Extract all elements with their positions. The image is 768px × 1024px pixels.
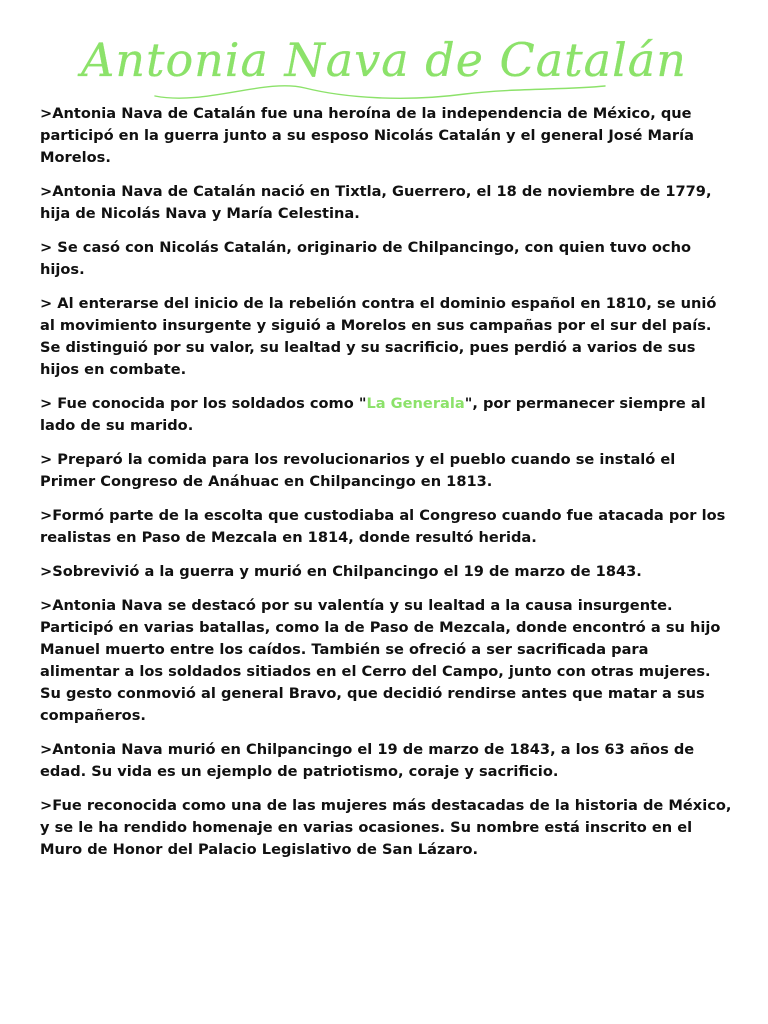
la-generala-highlight: La Generala [366, 395, 465, 412]
paragraph-9: >Antonia Nava se destacó por su valentía y su lealtad a la causa insurgente. Participó en varias batallas, como la de Paso de Mezcala, donde encontró a su hijo Manuel muerto entre los caídos. También se ofreció a ser sacrificada para alimentar a los soldados sitiados en el Cerro del Campo, junto con otras mujeres. Su gesto conmovió al general Bravo, que decidió rendirse antes que matar a sus compañeros. [40, 597, 721, 724]
paragraph-5-tail: ", por permanecer siempre al lado de su marido. [40, 395, 706, 434]
paragraph-8: >Sobrevivió a la guerra y murió en Chilpancingo el 19 de marzo de 1843. [40, 563, 642, 580]
paragraph-7: >Formó parte de la escolta que custodiaba al Congreso cuando fue atacada por los realistas en Paso de Mezcala en 1814, donde resultó herida. [40, 507, 726, 546]
title-flourish [145, 58, 615, 108]
paragraph-11: >Fue reconocida como una de las mujeres más destacadas de la historia de México, y se le ha rendido homenaje en varias ocasiones. Su nombre está inscrito en el Muro de Honor del Palacio Legislativo de San Lázaro. [40, 797, 732, 858]
paragraph-3: > Se casó con Nicolás Catalán, originario de Chilpancingo, con quien tuvo ocho hijos. [40, 239, 691, 278]
paragraph-5-lead: > Fue conocida por los soldados como " [40, 395, 367, 412]
paragraph-10: >Antonia Nava murió en Chilpancingo el 19 de marzo de 1843, a los 63 años de edad. Su vida es un ejemplo de patriotismo, coraje y sacrificio. [40, 741, 695, 780]
paragraph-6: > Preparó la comida para los revolucionarios y el pueblo cuando se instaló el Primer Congreso de Anáhuac en Chilpancingo en 1813. [40, 451, 676, 490]
page-title: Antonia Nava de Catalán [81, 33, 687, 87]
paragraph-2: >Antonia Nava de Catalán nació en Tixtla, Guerrero, el 18 de noviembre de 1779, hija de Nicolás Nava y María Celestina. [40, 183, 712, 222]
paragraph-4: > Al enterarse del inicio de la rebelión contra el dominio español en 1810, se unió al movimiento insurgente y siguió a Morelos en sus campañas por el sur del país. Se distinguió por su valor, su lealtad y su sacrificio, pues perdió a varios de sus hijos en combate. [40, 295, 717, 378]
paragraph-5 [40, 393, 732, 437]
document-body [40, 103, 732, 873]
paragraph-1: >Antonia Nava de Catalán fue una heroína de la independencia de México, que participó en la guerra junto a su esposo Nicolás Catalán y el general José María Morelos. [40, 105, 694, 166]
